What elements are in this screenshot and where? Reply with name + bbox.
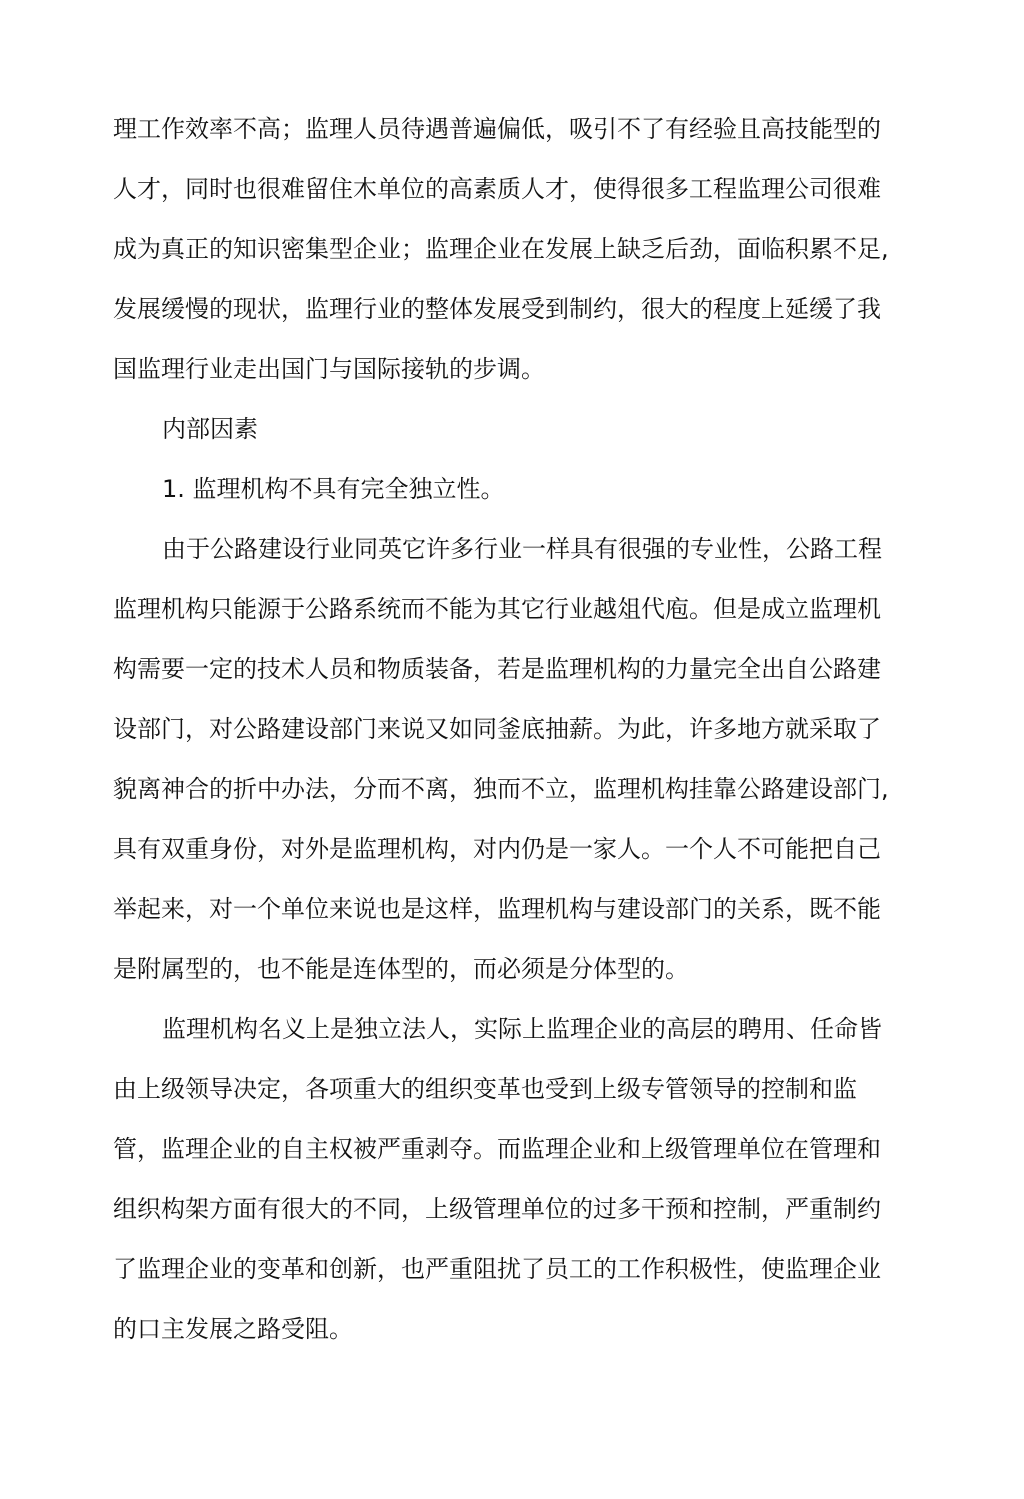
text-line: 由上级领导决定，各项重大的组织变革也受到上级专管领导的控制和监 [113, 1075, 857, 1103]
text-line: 举起来，对一个单位来说也是这样，监理机构与建设部门的关系，既不能 [113, 895, 881, 923]
text-line: 国监理行业走出国门与国际接轨的步调。 [113, 355, 545, 383]
text-line: 设部门，对公路建设部门来说又如同釜底抽薪。为此，许多地方就采取了 [113, 715, 881, 743]
text-line: 的口主发展之路受阻。 [113, 1315, 353, 1343]
text-line: 监理机构名义上是独立法人，实际上监理企业的高层的聘用、任命皆 [162, 1015, 882, 1043]
text-line: 具有双重身份，对外是监理机构，对内仍是一家人。一个人不可能把自己 [113, 835, 881, 863]
text-line: 由于公路建设行业同英它许多行业一样具有很强的专业性，公路工程 [162, 535, 882, 563]
text-line: 了监理企业的变革和创新，也严重阻扰了员工的工作积极性，使监理企业 [113, 1255, 881, 1283]
text-line: 监理机构只能源于公路系统而不能为其它行业越俎代庖。但是成立监理机 [113, 595, 881, 623]
text-line: 构需要一定的技术人员和物质装备，若是监理机构的力量完全出自公路建 [113, 655, 881, 683]
numbered-heading: 1. 监理机构不具有完全独立性。 [162, 475, 505, 503]
section-heading: 内部因素 [162, 415, 258, 443]
text-line: 发展缓慢的现状，监理行业的整体发展受到制约，很大的程度上延缓了我 [113, 295, 881, 323]
text-line: 组织构架方面有很大的不同，上级管理单位的过多干预和控制，严重制约 [113, 1195, 881, 1223]
text-line: 人才，同时也很难留住木单位的高素质人才，使得很多工程监理公司很难 [113, 175, 881, 203]
text-line: 貌离神合的折中办法，分而不离，独而不立，监理机构挂靠公路建设部门, [113, 775, 889, 803]
text-line: 理工作效率不高；监理人员待遇普遍偏低，吸引不了有经验且高技能型的 [113, 115, 881, 143]
text-line: 成为真正的知识密集型企业；监理企业在发展上缺乏后劲，面临积累不足, [113, 235, 889, 263]
text-line: 是附属型的，也不能是连体型的，而必须是分体型的。 [113, 955, 689, 983]
text-line: 管，监理企业的自主权被严重剥夺。而监理企业和上级管理单位在管理和 [113, 1135, 881, 1163]
